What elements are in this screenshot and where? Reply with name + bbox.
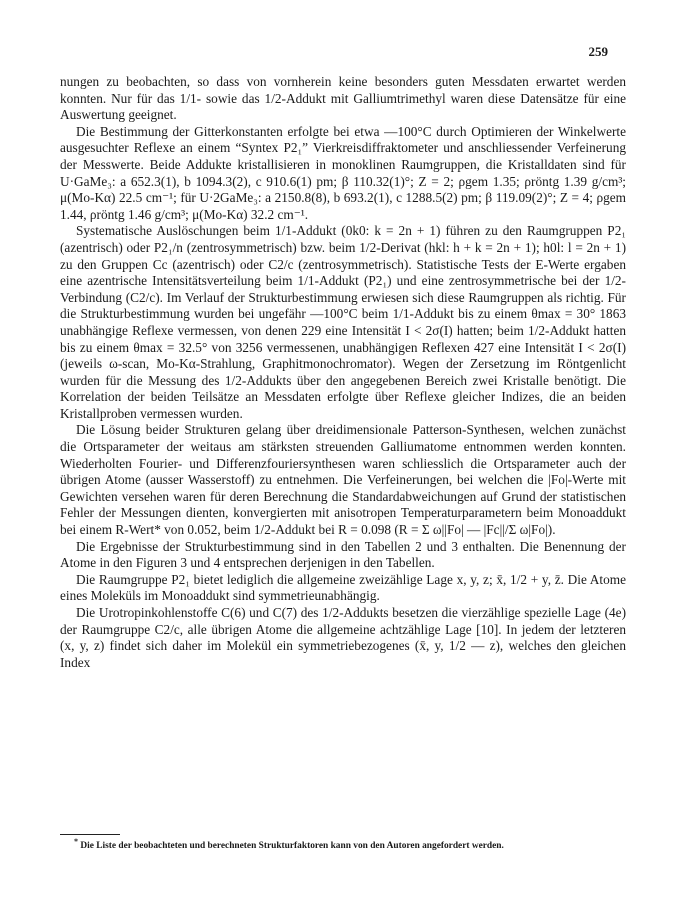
paragraph-results: Die Ergebnisse der Strukturbestimmung sind in den Tabellen 2 und 3 enthalten. Die Benennung der Atome in den Figuren 3 und 4 entsprechen derjenigen in den Tabellen. [60, 538, 626, 571]
paragraph-continued: nungen zu beobachten, so dass von vornherein keine besonders guten Messdaten erwartet werden konnten. Nur für das 1/1- sowie das 1/2-Addukt mit Galliumtrimethyl waren diese Datensätze für eine Auswertung geeignet. [60, 74, 626, 123]
paragraph-space-groups: Systematische Auslöschungen beim 1/1-Addukt (0k0: k = 2n + 1) führen zu den Raumgruppen P2₁ (azentrisch) oder P2₁/n (zentrosymmetrisch) bzw. beim 1/2-Derivat (hkl: h + k = 2n + 1); h0l: l = 2n + 1) zu den Gruppen Cc (azentrisch) oder C2/c (zentrosymmetrisch). Statistische Tests der E-Werte ergaben eine azentrische Intensitätsverteilung beim 1/1-Addukt (P2₁) und eine zentrosymmetrische bei der 1/2-Verbindung (C2/c). Im Verlauf der Strukturbestimmung erwiesen sich diese Raumgruppen als richtig. Für die Strukturbestimmung wurden bei ungefähr —100°C beim 1/1-Addukt bis zu einem θmax = 30° 1863 unabhängige Reflexe vermessen, von denen 229 eine Intensität I < 2σ(I) hatten; beim 1/2-Addukt hatten bis zu einem θmax = 32.5° von 3256 vermessenen, unabhängigen Reflexen 427 eine Intensität I < 2σ(I) (jeweils ω-scan, Mo-Kα-Strahlung, Graphitmonochromator). Wegen der Zersetzung im Röntgenlicht wurden für die Messung des 1/2-Addukts über den angegebenen Bereich zwei Kristalle benötigt. Die Korrelation der beiden Teilsätze an Messdaten erfolgte über Reflexe gleicher Indizes, die an beiden Kristallproben vermessen wurden. [60, 223, 626, 421]
footnote [74, 836, 626, 852]
paragraph-structure-solution: Die Lösung beider Strukturen gelang über dreidimensionale Patterson-Synthesen, welchen zunächst die Ortsparameter der weitaus am stärksten streuenden Galliumatome entnommen werden konnten. Wiederholten Fourier- und Differenzfouriersynthesen waren schliesslich die Ortsparameter auch der übrigen Atome (ausser Wasserstoff) zu entnehmen. Die Verfeinerungen, bei welchen die |Fo|-Werte mit Gewichten versehen waren für deren Berechnung die Standardabweichungen auf Grund der statistischen Fehler der Messungen dienten, konvergierten mit anisotropen Temperaturparametern beim Monoaddukt bei einem R-Wert* von 0.052, beim 1/2-Addukt bei R = 0.098 (R = Σ ω||Fo| — |Fc||/Σ ω|Fo|). [60, 422, 626, 538]
footnote-text: Die Liste der beobachteten und berechneten Strukturfaktoren kann von den Autoren angefordert werden. [80, 841, 504, 851]
paragraph-p21-positions: Die Raumgruppe P2₁ bietet lediglich die allgemeine zweizählige Lage x, y, z; x̄, 1/2 + y, z̄. Die Atome eines Moleküls im Monoaddukt sind symmetrieunabhängig. [60, 571, 626, 604]
paragraph-urotropin-carbons: Die Urotropinkohlenstoffe C(6) und C(7) des 1/2-Addukts besetzen die vierzählige spezielle Lage (4e) der Raumgruppe C2/c, alle übrigen Atome die allgemeine achtzählige Lage [10]. In jedem der letzteren (x, y, z) findet sich daher im Molekül ein symmetriebezogenes (x̄, y, 1/2 — z), welches den gleichen Index [60, 605, 626, 670]
footnote-mark: * [74, 836, 78, 846]
page-number: 259 [588, 44, 608, 59]
footnote-divider [60, 834, 120, 835]
main-text [60, 74, 626, 671]
paragraph-lattice-constants: Die Bestimmung der Gitterkonstanten erfolgte bei etwa —100°C durch Optimieren der Winkelwerte ausgesuchter Reflexe an einem “Syntex P2₁” Vierkreisdiffraktometer und anschliessender Verfeinerung der Messwerte. Beide Addukte kristallisieren in monoklinen Raumgruppen, die Kristalldaten sind für U·GaMe₃: a 652.3(1), b 1094.3(2), c 910.6(1) pm; β 110.32(1)°; Z = 2; ρgem 1.35; ρröntg 1.39 g/cm³; μ(Mo-Kα) 22.5 cm⁻¹; für U·2GaMe₃: a 2150.8(8), b 693.2(1), c 1288.5(2) pm; β 119.09(2)°; Z = 4; ρgem 1.44, ρröntg 1.46 g/cm³; μ(Mo-Kα) 32.2 cm⁻¹. [60, 123, 626, 222]
